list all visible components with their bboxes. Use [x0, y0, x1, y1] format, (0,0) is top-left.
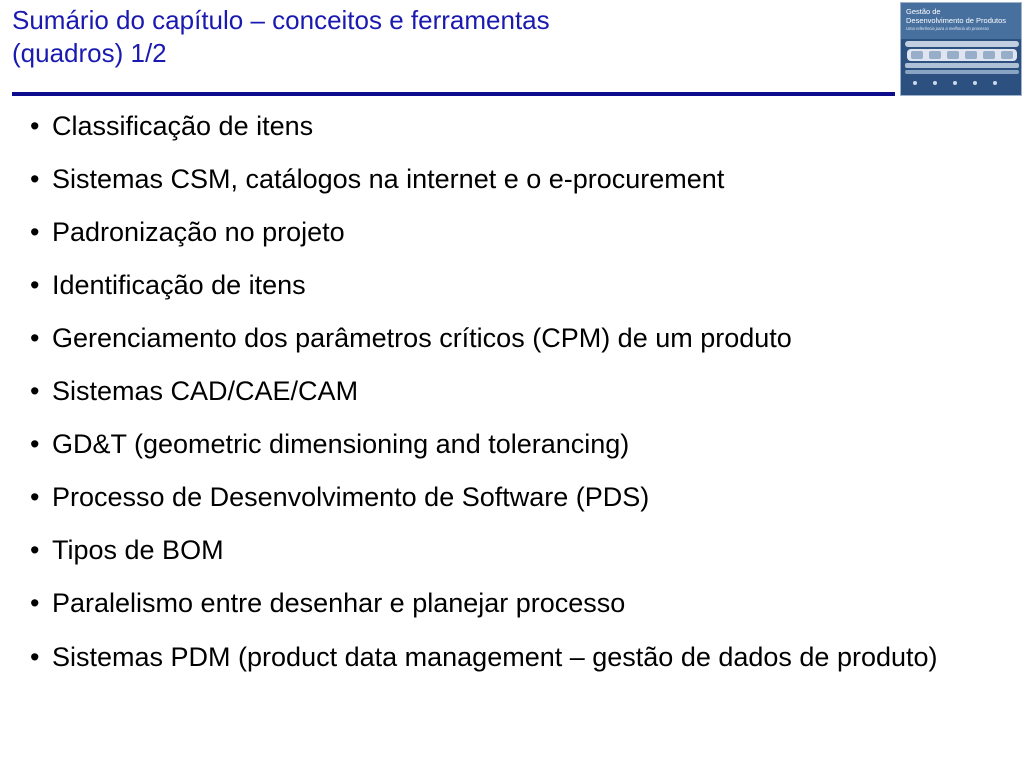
list-item — [30, 216, 1010, 249]
logo-tagline: Uma referência para a melhoria do processo — [906, 26, 989, 31]
list-item-text: Processo de Desenvolvimento de Software (PDS) — [52, 482, 650, 512]
bullet-icon: • — [30, 429, 40, 459]
bullet-icon: • — [30, 588, 40, 618]
list-item — [30, 110, 1010, 143]
list-item — [30, 534, 1010, 567]
slide-title-line-1: Sumário do capítulo – conceitos e ferramentas — [12, 5, 550, 35]
list-item — [30, 163, 1010, 196]
list-item-text: Sistemas PDM (product data management – gestão de dados de produto) — [52, 642, 938, 672]
bullet-icon: • — [30, 376, 40, 406]
list-item-text: Gerenciamento dos parâmetros críticos (CPM) de um produto — [52, 323, 792, 353]
title-divider — [12, 92, 895, 96]
bullet-icon: • — [30, 164, 40, 194]
topic-list — [30, 110, 1010, 694]
bullet-icon: • — [30, 217, 40, 247]
list-item-text: Tipos de BOM — [52, 535, 224, 565]
list-item — [30, 375, 1010, 408]
slide-title — [12, 4, 872, 70]
list-item-text: Identificação de itens — [52, 270, 306, 300]
logo-text-line-2: Desenvolvimento de Produtos — [906, 16, 1007, 25]
logo-text-line-1: Gestão de — [906, 7, 941, 16]
list-item — [30, 640, 1010, 674]
bullet-icon: • — [30, 323, 40, 353]
book-logo-graphic — [901, 3, 1022, 96]
book-logo — [900, 2, 1022, 96]
list-item — [30, 322, 1010, 355]
list-item-text: Paralelismo entre desenhar e planejar processo — [52, 588, 626, 618]
list-item-text: Padronização no projeto — [52, 217, 345, 247]
list-item-text: Sistemas CAD/CAE/CAM — [52, 376, 359, 406]
list-item — [30, 587, 1010, 620]
bullet-icon: • — [30, 270, 40, 300]
bullet-icon: • — [30, 482, 40, 512]
list-item-text: GD&T (geometric dimensioning and tolerancing) — [52, 429, 630, 459]
list-item — [30, 428, 1010, 461]
list-item-text: Sistemas CSM, catálogos na internet e o e-procurement — [52, 164, 725, 194]
slide-title-line-2: (quadros) 1/2 — [12, 38, 167, 68]
bullet-icon: • — [30, 111, 40, 141]
bullet-icon: • — [30, 642, 40, 672]
list-item-text: Classificação de itens — [52, 111, 314, 141]
list-item — [30, 269, 1010, 302]
list-item — [30, 481, 1010, 514]
bullet-icon: • — [30, 535, 40, 565]
